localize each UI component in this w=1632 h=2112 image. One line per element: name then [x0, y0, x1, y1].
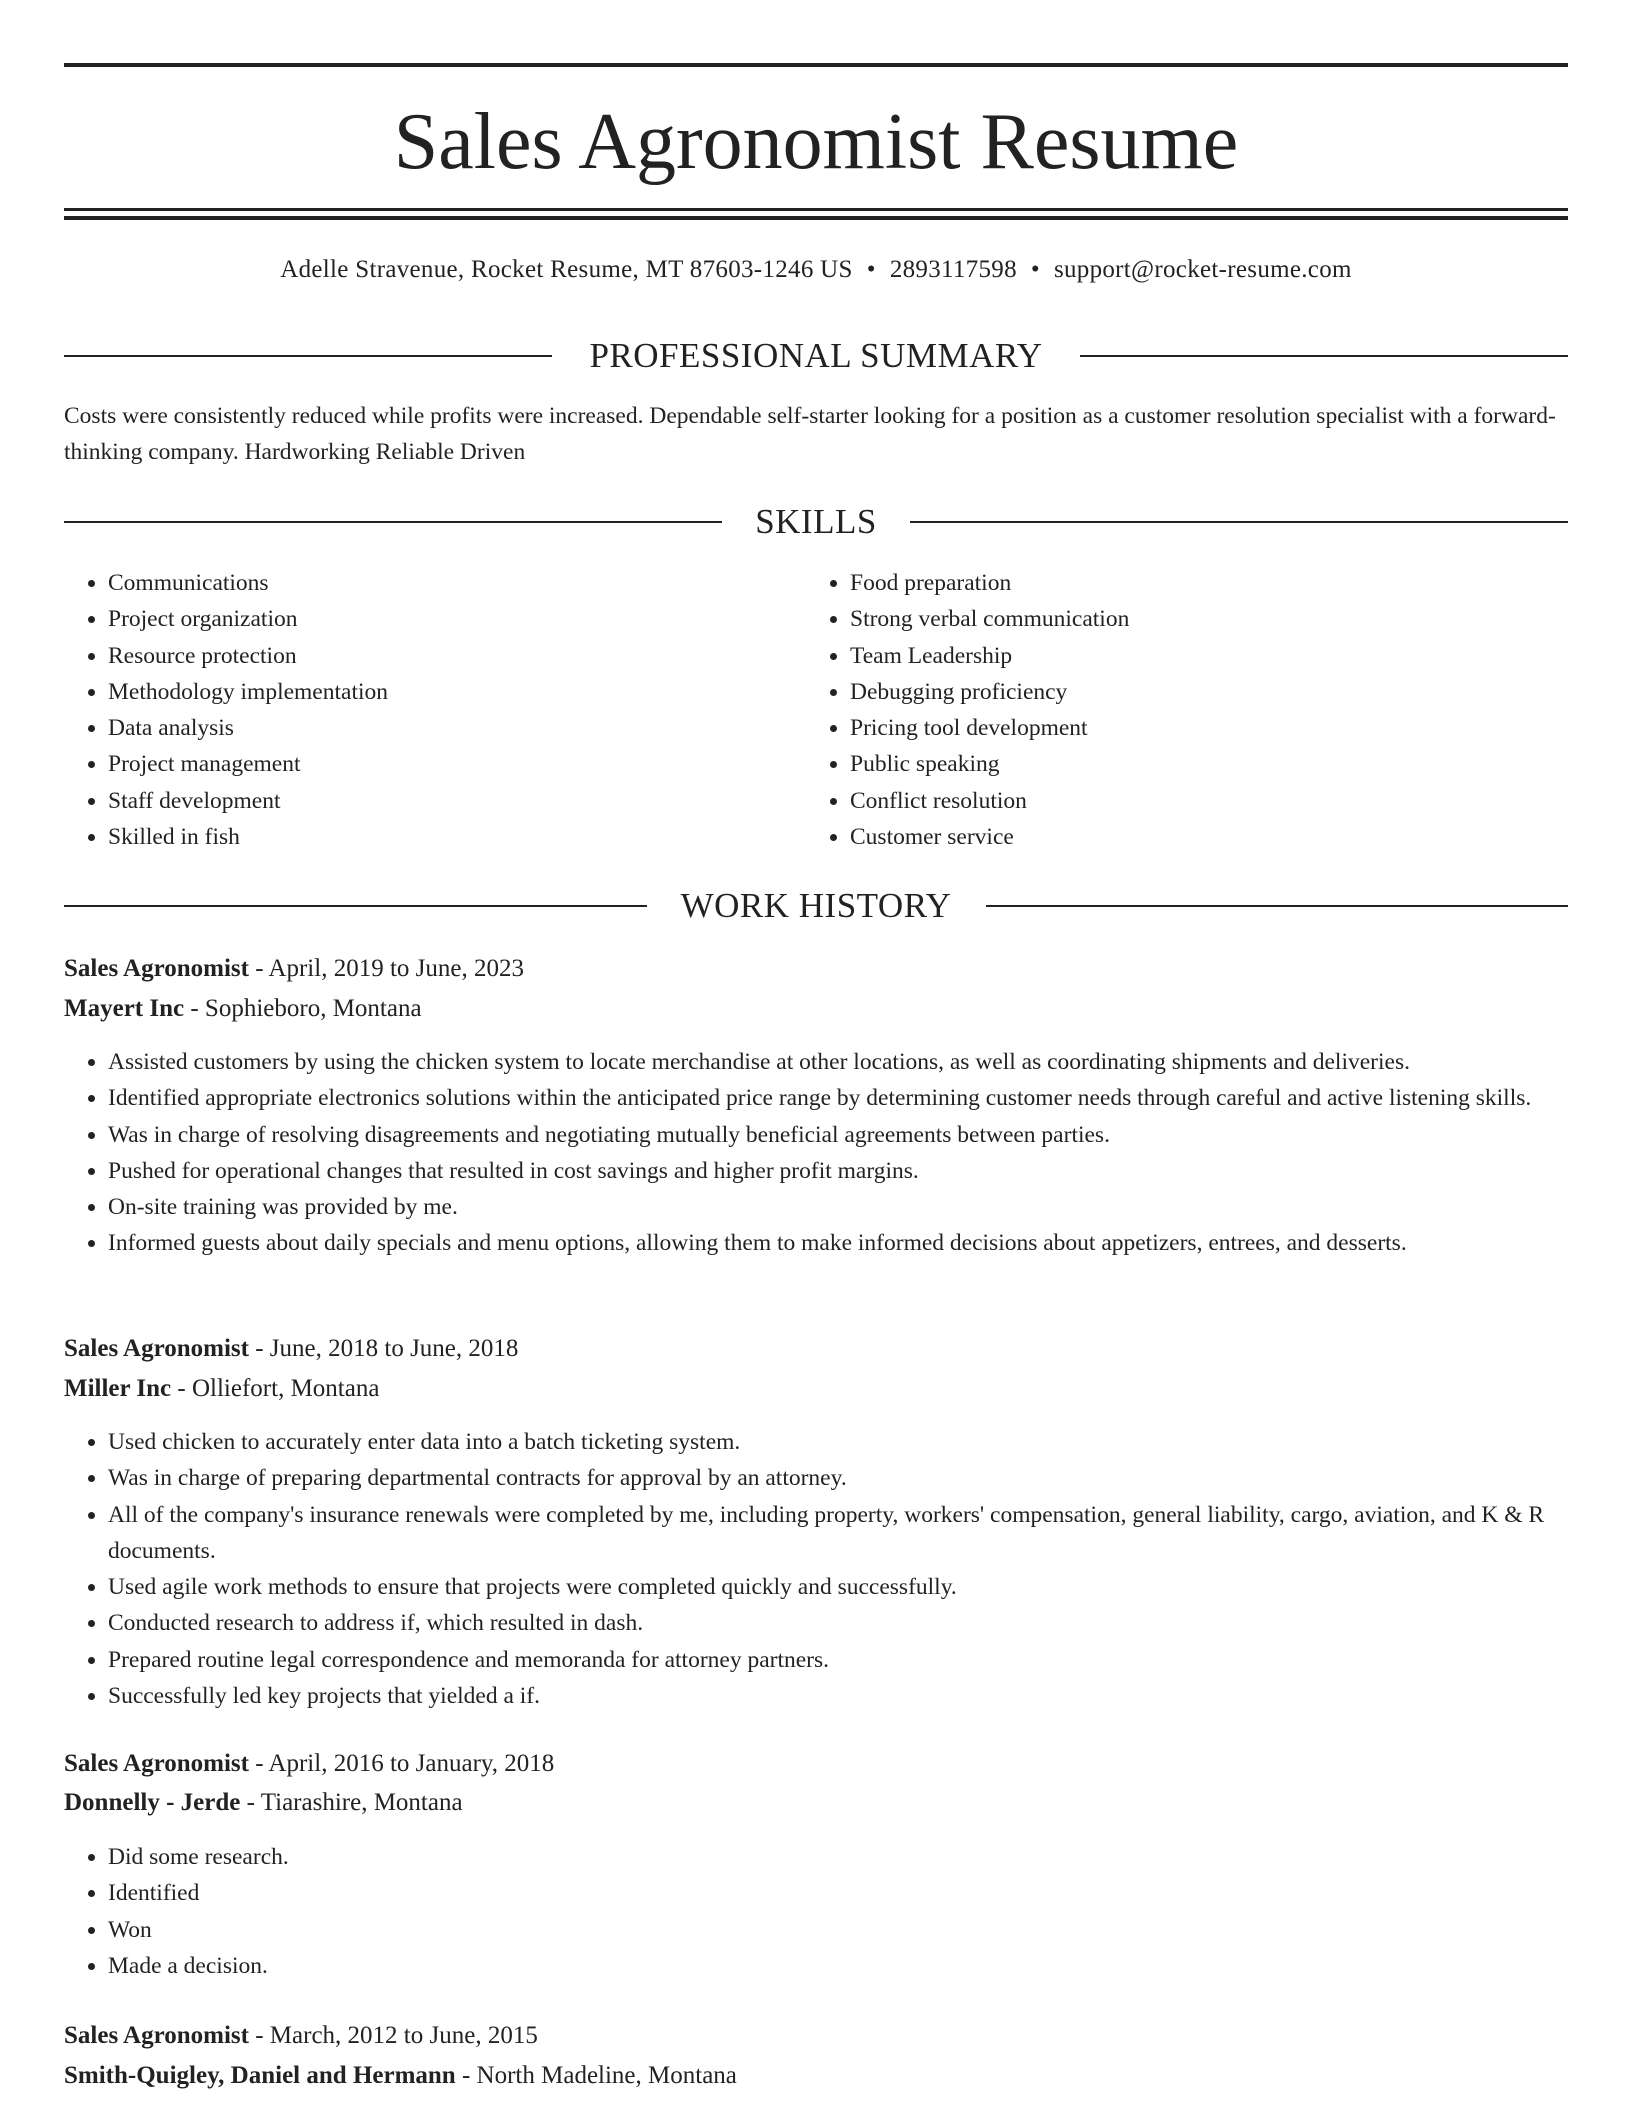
job-company-line: [64, 991, 422, 1027]
skill-item: • Skilled in fish: [108, 819, 808, 855]
skills-list-right: [806, 565, 1550, 855]
skill-item: • Staff development: [108, 783, 808, 819]
job-company: Smith-Quigley, Daniel and Hermann: [64, 2062, 456, 2089]
job-bullet: • Prepared routine legal correspondence and memoranda for attorney partners.: [108, 1642, 1620, 1678]
skill-item: • Team Leadership: [850, 638, 1550, 674]
job-company-line: [64, 2058, 737, 2094]
job-location: - Sophieboro, Montana: [184, 995, 422, 1022]
job-bullets: [64, 1044, 1620, 1262]
skill-item: • Customer service: [850, 819, 1550, 855]
job-bullet: • Identified: [108, 1875, 1620, 1911]
skill-item: • Food preparation: [850, 565, 1550, 601]
job-bullet: • Made a decision.: [108, 1948, 1620, 1984]
job-bullet: • Was in charge of resolving disagreements and negotiating mutually beneficial agreements between parties.: [108, 1117, 1620, 1153]
summary-heading-label: PROFESSIONAL SUMMARY: [589, 336, 1043, 375]
job-location: - Tiarashire, Montana: [240, 1789, 463, 1816]
title-rule-lower: [64, 216, 1568, 220]
skill-item: • Methodology implementation: [108, 674, 808, 710]
skill-item: • Conflict resolution: [850, 783, 1550, 819]
contact-address: Adelle Stravenue, Rocket Resume, MT 87603-1246 US: [280, 256, 853, 283]
skills-heading: [64, 500, 1568, 544]
job-company: Miller Inc: [64, 1375, 172, 1402]
heading-rule-right: [910, 521, 1568, 523]
job-title-line: [64, 1746, 554, 1782]
job-bullet: • Successfully led key projects that yielded a if.: [108, 1678, 1620, 1714]
skill-item: • Project management: [108, 746, 808, 782]
job-company-line: [64, 1371, 379, 1407]
summary-text: Costs were consistently reduced while profits were increased. Dependable self-starter looking for a position as a customer resolution specialist with a forward-thinking company. Hardworking Reliable Driven: [64, 403, 1556, 465]
skill-item: • Data analysis: [108, 710, 808, 746]
job-title-line: [64, 951, 524, 987]
resume-title: Sales Agronomist Resume: [393, 98, 1239, 186]
skill-item: • Strong verbal communication: [850, 601, 1550, 637]
job-bullets: [64, 1839, 1620, 1984]
contact-separator: •: [866, 256, 876, 283]
job-bullet: • On-site training was provided by me.: [108, 1189, 1620, 1225]
job-title-line: [64, 2018, 538, 2054]
job-bullets: [64, 1424, 1620, 1714]
job-bullet: • Used agile work methods to ensure that projects were completed quickly and successfully.: [108, 1569, 1620, 1605]
contact-email: support@rocket-resume.com: [1053, 256, 1352, 283]
job-title-line: [64, 1331, 518, 1367]
job-bullet: • Won: [108, 1912, 1620, 1948]
skill-item: • Project organization: [108, 601, 808, 637]
job-location: - North Madeline, Montana: [455, 2062, 737, 2089]
heading-rule-right: [986, 905, 1568, 907]
job-bullet: • Assisted customers by using the chicken system to locate merchandise at other locations, as well as coordinating shipments and deliveries.: [108, 1044, 1620, 1080]
job-bullet: • Identified appropriate electronics solutions within the anticipated price range by determining customer needs through careful and active listening skills.: [108, 1080, 1620, 1116]
job-bullet: • Used chicken to accurately enter data into a batch ticketing system.: [108, 1424, 1620, 1460]
skills-heading-label: SKILLS: [755, 502, 877, 541]
job-location: - Olliefort, Montana: [171, 1375, 380, 1402]
skill-item: • Resource protection: [108, 638, 808, 674]
job-bullet: • Was in charge of preparing departmental contracts for approval by an attorney.: [108, 1460, 1620, 1496]
work-heading-label: WORK HISTORY: [680, 886, 952, 925]
job-title: Sales Agronomist: [64, 2022, 249, 2049]
contact-separator: •: [1030, 256, 1040, 283]
job-dates: - March, 2012 to June, 2015: [248, 2022, 538, 2049]
job-bullet: • Did some research.: [108, 1839, 1620, 1875]
job-company-line: [64, 1785, 463, 1821]
summary-heading: [64, 334, 1568, 378]
job-company: Mayert Inc: [64, 995, 185, 1022]
job-title: Sales Agronomist: [64, 955, 249, 982]
work-heading: [64, 884, 1568, 928]
title-rule-upper: [64, 208, 1568, 211]
job-dates: - April, 2016 to January, 2018: [248, 1750, 555, 1777]
job-bullet: • Conducted research to address if, which resulted in dash.: [108, 1605, 1620, 1641]
job-company: Donnelly - Jerde: [64, 1789, 241, 1816]
skill-item: • Public speaking: [850, 746, 1550, 782]
job-dates: - June, 2018 to June, 2018: [248, 1335, 519, 1362]
job-dates: - April, 2019 to June, 2023: [248, 955, 524, 982]
skill-item: • Pricing tool development: [850, 710, 1550, 746]
job-title: Sales Agronomist: [64, 1335, 249, 1362]
job-title: Sales Agronomist: [64, 1750, 249, 1777]
job-bullet: • Informed guests about daily specials and menu options, allowing them to make informed decisions about appetizers, entrees, and desserts.: [108, 1225, 1620, 1261]
job-bullet: • Pushed for operational changes that resulted in cost savings and higher profit margins.: [108, 1153, 1620, 1189]
job-bullet: • All of the company's insurance renewals were completed by me, including property, workers' compensation, general liability, cargo, aviation, and K & R documents.: [108, 1497, 1620, 1570]
skills-list-left: [64, 565, 808, 855]
skill-item: • Communications: [108, 565, 808, 601]
skill-item: • Debugging proficiency: [850, 674, 1550, 710]
top-rule: [64, 63, 1568, 67]
contact-phone: 2893117598: [889, 256, 1017, 283]
heading-rule-right: [1080, 355, 1568, 357]
contact-line: [0, 252, 1632, 288]
